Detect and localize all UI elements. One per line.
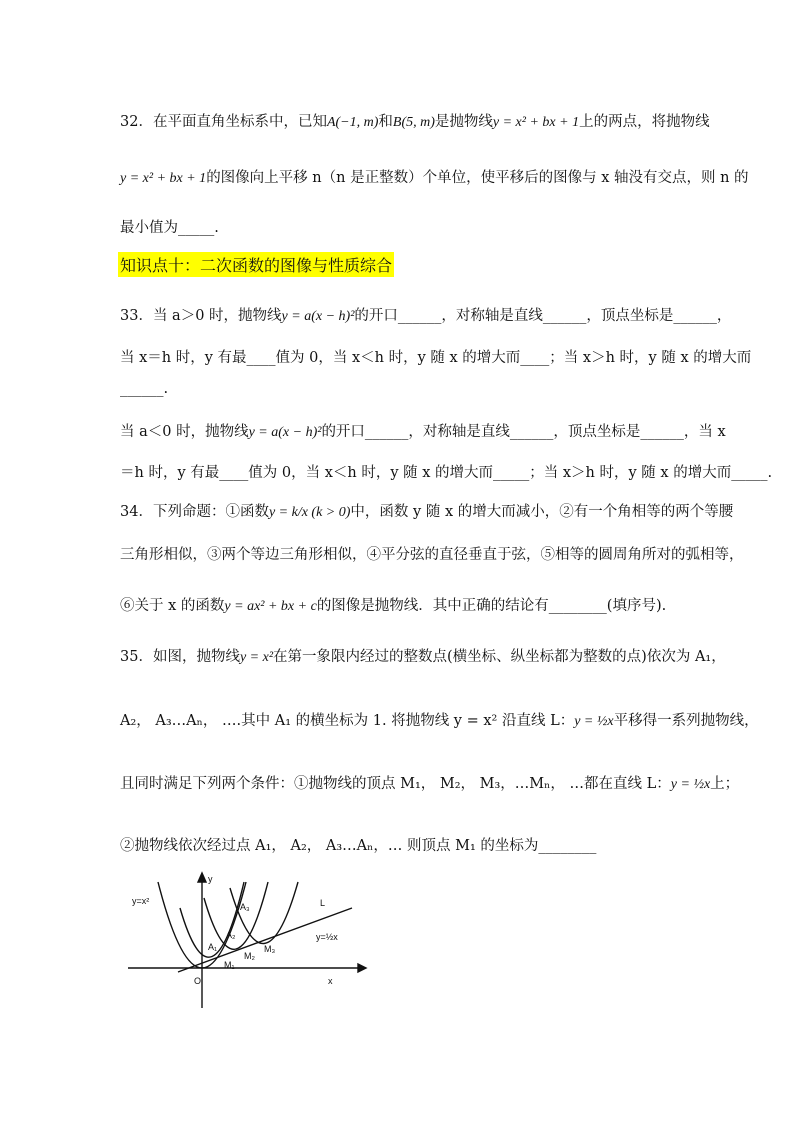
q32-line-2 — [120, 166, 749, 187]
q35-text: 平移得一系列抛物线， — [613, 713, 759, 729]
point-label: M₃ — [264, 944, 276, 954]
q34-line-2: 三角形相似，③两个等边三角形相似，④平分弦的直径垂直于弦，⑤相等的圆周角所对的弧相等， — [120, 547, 744, 563]
q35-line-4: ②抛物线依次经过点 A₁， A₂， A₃…Aₙ，… 则顶点 M₁ 的坐标为________ — [120, 838, 597, 854]
q33-text: 当 a＜0 时，抛物线 — [120, 424, 249, 440]
quadratic-function: y = ax² + bx + c — [224, 599, 317, 614]
q32-line-1 — [120, 110, 710, 131]
point-label: A₂ — [226, 930, 236, 940]
q35-text: A₂， A₃…Aₙ， ….其中 A₁ 的横坐标为 1. 将抛物线 y = x² 沿直线 L： — [120, 713, 575, 729]
q35-line-3 — [120, 772, 739, 793]
q33-text: 的开口______，对称轴是直线______，顶点坐标是______， — [354, 308, 732, 324]
parabola-equation: y = x² + bx + 1 — [492, 115, 580, 130]
inverse-function: y = k/x (k > 0) — [268, 505, 351, 520]
line-equation: y = ½x — [670, 777, 711, 792]
line-equation: y = ½x — [574, 714, 614, 729]
point-label: M₁ — [224, 960, 235, 970]
q34-text: 34．下列命题：①函数 — [120, 504, 269, 520]
section-title: 知识点十：二次函数的图像与性质综合 — [118, 252, 394, 277]
parabola-figure — [120, 868, 370, 1018]
y-axis-arrow — [198, 873, 206, 882]
point-label: M₂ — [244, 951, 255, 961]
q35-text: 在第一象限内经过的整数点(横坐标、纵坐标都为整数的点)依次为 A₁， — [273, 649, 726, 665]
q35-line-2 — [120, 709, 759, 730]
q33-line-5: ＝h 时，y 有最____值为 0，当 x＜h 时，y 随 x 的增大而_____；当 x＞h 时，y 随 x 的增大而_____. — [120, 465, 773, 481]
q33-line-4 — [120, 420, 726, 441]
line-eq-label: y=½x — [316, 932, 338, 942]
q35-text: 且同时满足下列两个条件：①抛物线的顶点 M₁， M₂， M₃，…Mₙ， …都在直线 L： — [120, 776, 671, 792]
q34-text: 的图像是抛物线．其中正确的结论有________(填序号). — [316, 598, 667, 614]
parabola-equation: y = x² — [239, 650, 274, 665]
parabola-equation: y = a(x − h)² — [248, 425, 322, 440]
q32-text: 和 — [378, 114, 393, 130]
q32-text: 上的两点，将抛物线 — [579, 114, 710, 130]
q34-text: ⑥关于 x 的函数 — [120, 598, 225, 614]
x-axis-label: x — [328, 976, 333, 986]
q32-line-3: 最小值为_____. — [120, 220, 219, 236]
q35-text: 35．如图，抛物线 — [120, 649, 240, 665]
point-b: B(5, m) — [392, 115, 435, 130]
q33-line-3: ______. — [120, 381, 169, 397]
q34-line-3 — [120, 594, 666, 615]
parabola-equation: y = a(x − h)² — [281, 309, 355, 324]
point-label: A₃ — [240, 902, 250, 912]
point-label: A₁ — [208, 942, 218, 952]
point-a: A(−1, m) — [326, 115, 379, 130]
origin-label: O — [194, 976, 202, 986]
q32-text: 是抛物线 — [434, 114, 493, 130]
q32-text: 32．在平面直角坐标系中，已知 — [120, 114, 327, 130]
parabola-3 — [230, 882, 298, 944]
q33-line-1 — [120, 304, 731, 325]
q32-text: 的图像向上平移 n（n 是正整数）个单位，使平移后的图像与 x 轴没有交点，则 n 的 — [206, 170, 749, 186]
q33-line-2: 当 x＝h 时，y 有最____值为 0，当 x＜h 时，y 随 x 的增大而____；当 x＞h 时，y 随 x 的增大而 — [120, 350, 752, 366]
y-axis-label: y — [208, 874, 213, 884]
q34-text: 中，函数 y 随 x 的增大而减小，②有一个角相等的两个等腰 — [350, 504, 734, 520]
q35-text: 上； — [710, 776, 740, 792]
q35-line-1 — [120, 645, 726, 666]
q33-text: 的开口______，对称轴是直线______，顶点坐标是______，当 x — [321, 424, 726, 440]
curve-label: y=x² — [132, 896, 150, 906]
x-axis-arrow — [358, 964, 366, 972]
q33-text: 33．当 a＞0 时，抛物线 — [120, 308, 282, 324]
q34-line-1 — [120, 500, 733, 521]
parabola-equation: y = x² + bx + 1 — [120, 171, 207, 186]
line-label: L — [320, 898, 326, 908]
